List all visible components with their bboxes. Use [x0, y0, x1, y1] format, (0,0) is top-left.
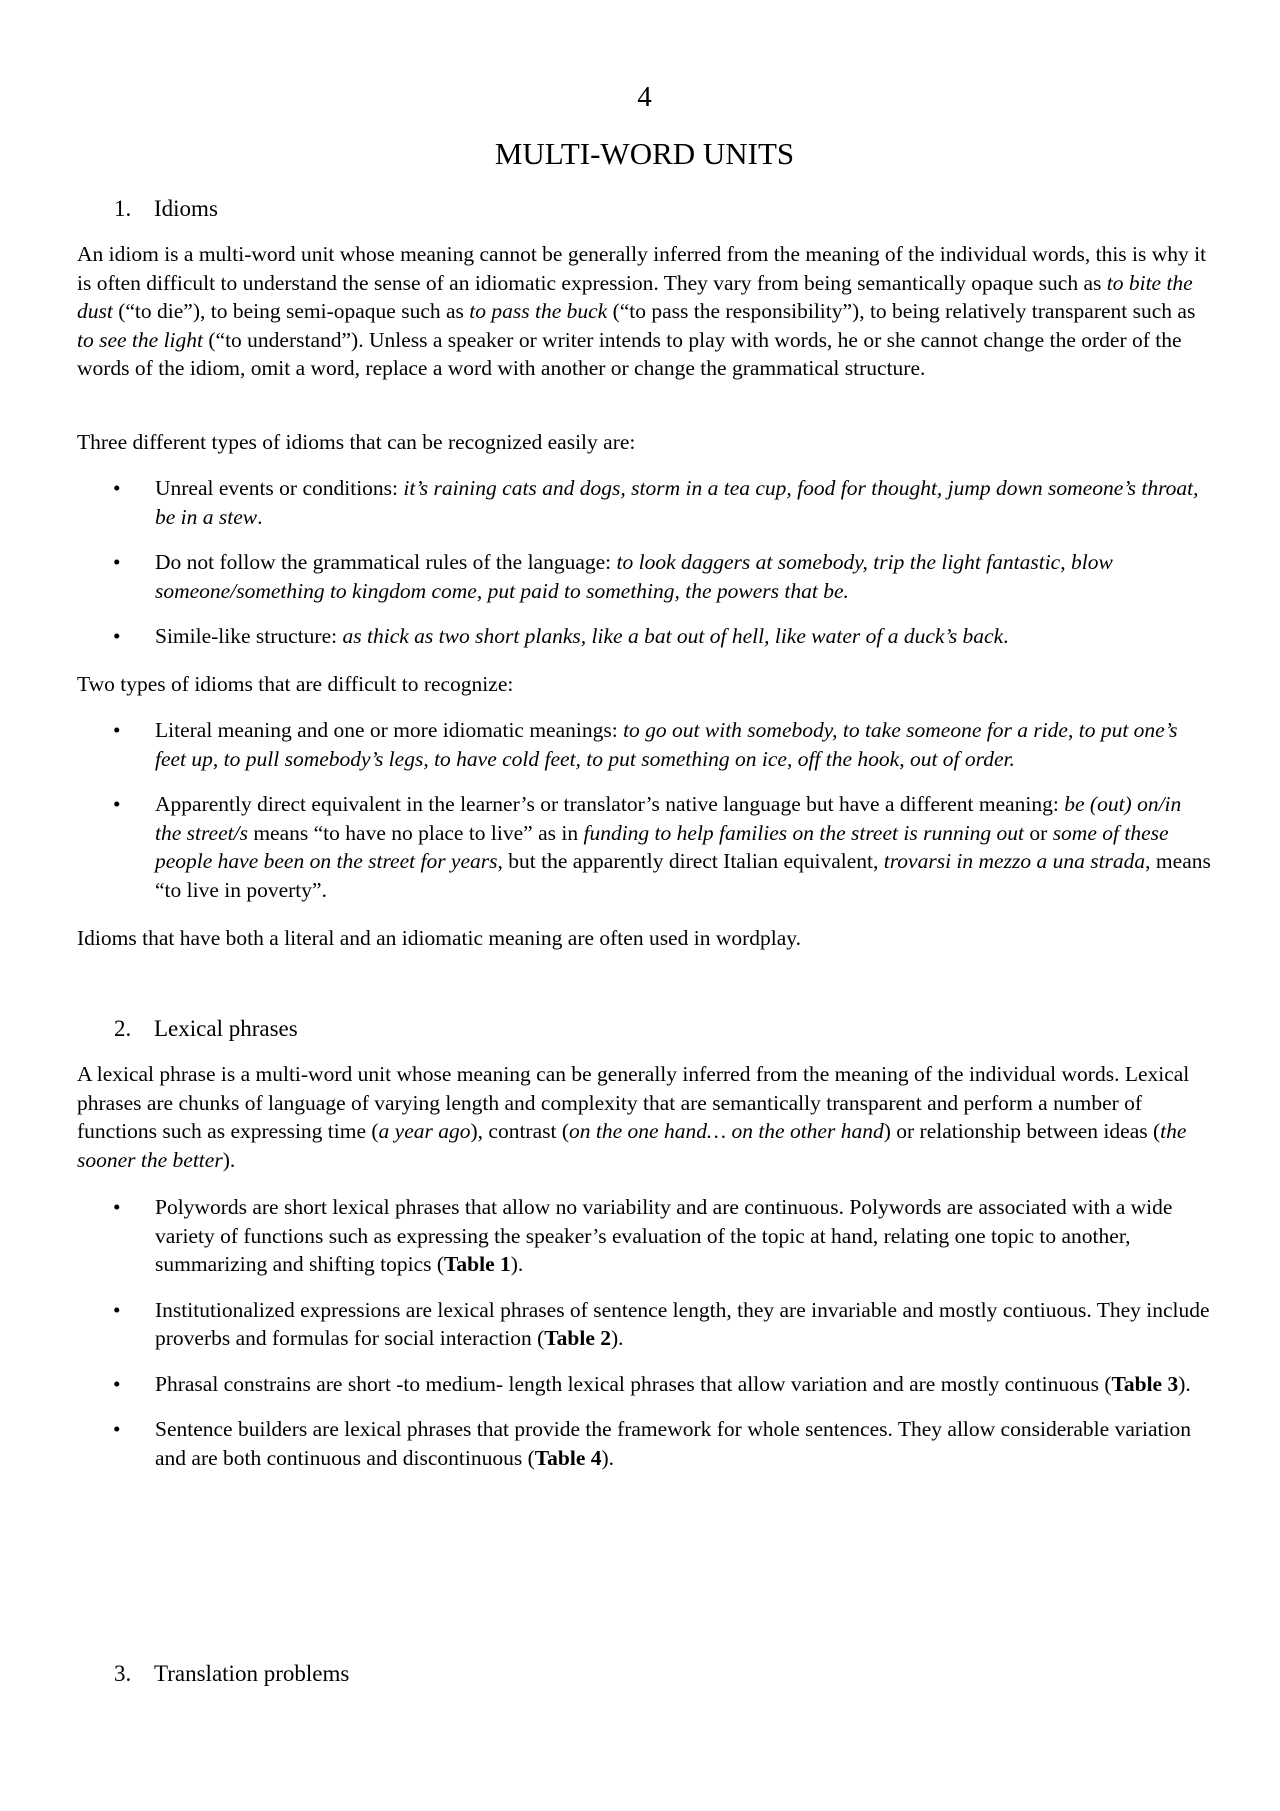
section-number: 3. — [114, 1661, 132, 1686]
bullet-glyph: • — [113, 792, 121, 816]
table-reference: Table 3 — [1111, 1371, 1179, 1396]
section-number: 1. — [114, 196, 132, 221]
chapter-title: MULTI-WORD UNITS — [494, 136, 795, 171]
bullet-glyph: • — [113, 624, 121, 648]
easy-idioms-list — [77, 474, 1212, 668]
wordplay-paragraph: Idioms that have both a literal and an idiomatic meaning are often used in wordplay. — [77, 926, 802, 950]
section-title: Idioms — [154, 196, 218, 221]
idiom-definition-paragraph: An idiom is a multi-word unit whose meaning cannot be generally inferred from the meaning of the individual words, this is why it is often difficult to understand the sense of an idiomatic expression. They vary from being semantically opaque such as to bite the dust (“to die”), to being semi-opaque such as to pass the buck (“to pass the responsibility”), to being relatively transparent such as to see the light (“to understand”). Unless a speaker or writer intends to play with words, he or she cannot change the order of the words of the idiom, omit a word, replace a word with another or change the grammatical structure. — [77, 242, 1207, 380]
list-item: • Polywords are short lexical phrases that allow no variability and are continuous. Polywords are associated with a wide variety of functions such as expressing the speaker’s evaluation of the topic at hand, relating one topic to another, summarizing and shifting topics (Table 1). — [113, 1195, 1173, 1276]
section-heading-idioms — [114, 194, 218, 224]
section-title: Translation problems — [154, 1661, 350, 1686]
list-item: • Phrasal constrains are short -to medium- length lexical phrases that allow variation and are mostly continuous (Table 3). — [77, 1370, 1212, 1399]
lexical-phrase-definition-paragraph: A lexical phrase is a multi-word unit whose meaning can be generally inferred from the meaning of the individual words. Lexical phrases are chunks of language of varying length and complexity that are semantically transparent and perform a number of functions such as expressing time (a year ago), contrast (on the one hand… on the other hand) or relationship between ideas (the sooner the better). — [77, 1062, 1190, 1172]
bullet-glyph: • — [113, 1371, 121, 1396]
list-item: • Institutionalized expressions are lexical phrases of sentence length, they are invariable and mostly contiuous. They include proverbs and formulas for social interaction (Table 2). — [113, 1297, 1210, 1350]
easy-idioms-intro: Three different types of idioms that can be recognized easily are: — [77, 430, 636, 454]
bullet-glyph: • — [113, 1417, 121, 1441]
section-number: 2. — [114, 1016, 132, 1041]
bullet-glyph: • — [113, 550, 121, 574]
bullet-glyph: • — [113, 1297, 121, 1322]
bullet-glyph: • — [113, 718, 121, 742]
list-item: • Unreal events or conditions: it’s raining cats and dogs, storm in a tea cup, food for thought, jump down someone’s throat, be in a stew. — [113, 476, 1199, 529]
list-item: • Sentence builders are lexical phrases that provide the framework for whole sentences. They allow considerable variation and are both continuous and discontinuous (Table 4). — [113, 1417, 1191, 1470]
section-title: Lexical phrases — [154, 1016, 298, 1041]
hard-idioms-list — [77, 716, 1212, 921]
table-reference: Table 2 — [544, 1326, 611, 1350]
section-heading-lexical-phrases — [114, 1014, 298, 1044]
section-heading-translation-problems — [114, 1659, 349, 1689]
list-item: • Apparently direct equivalent in the learner’s or translator’s native language but have a different meaning: be (out) on/in the street/s means “to have no place to live” as in funding to help families on the street is running out or some of these people have been on the street for years, but the apparently direct Italian equivalent, trovarsi in mezzo a una strada, means “to live in poverty”. — [113, 792, 1211, 902]
bullet-glyph: • — [113, 1195, 121, 1219]
table-reference: Table 1 — [444, 1252, 511, 1276]
bullet-glyph: • — [113, 476, 121, 500]
chapter-number: 4 — [637, 81, 652, 113]
lexical-phrase-types-list — [77, 1193, 1212, 1489]
list-item: • Simile-like structure: as thick as two short planks, like a bat out of hell, like water of a duck’s back. — [77, 622, 1212, 651]
hard-idioms-intro: Two types of idioms that are difficult to recognize: — [77, 672, 514, 696]
list-item: • Do not follow the grammatical rules of the language: to look daggers at somebody, trip the light fantastic, blow someone/something to kingdom come, put paid to something, the powers that be. — [113, 550, 1113, 603]
table-reference: Table 4 — [534, 1445, 602, 1470]
list-item: • Literal meaning and one or more idiomatic meanings: to go out with somebody, to take someone for a ride, to put one’s feet up, to pull somebody’s legs, to have cold feet, to put something on ice, off the hook, out of order. — [113, 718, 1178, 771]
